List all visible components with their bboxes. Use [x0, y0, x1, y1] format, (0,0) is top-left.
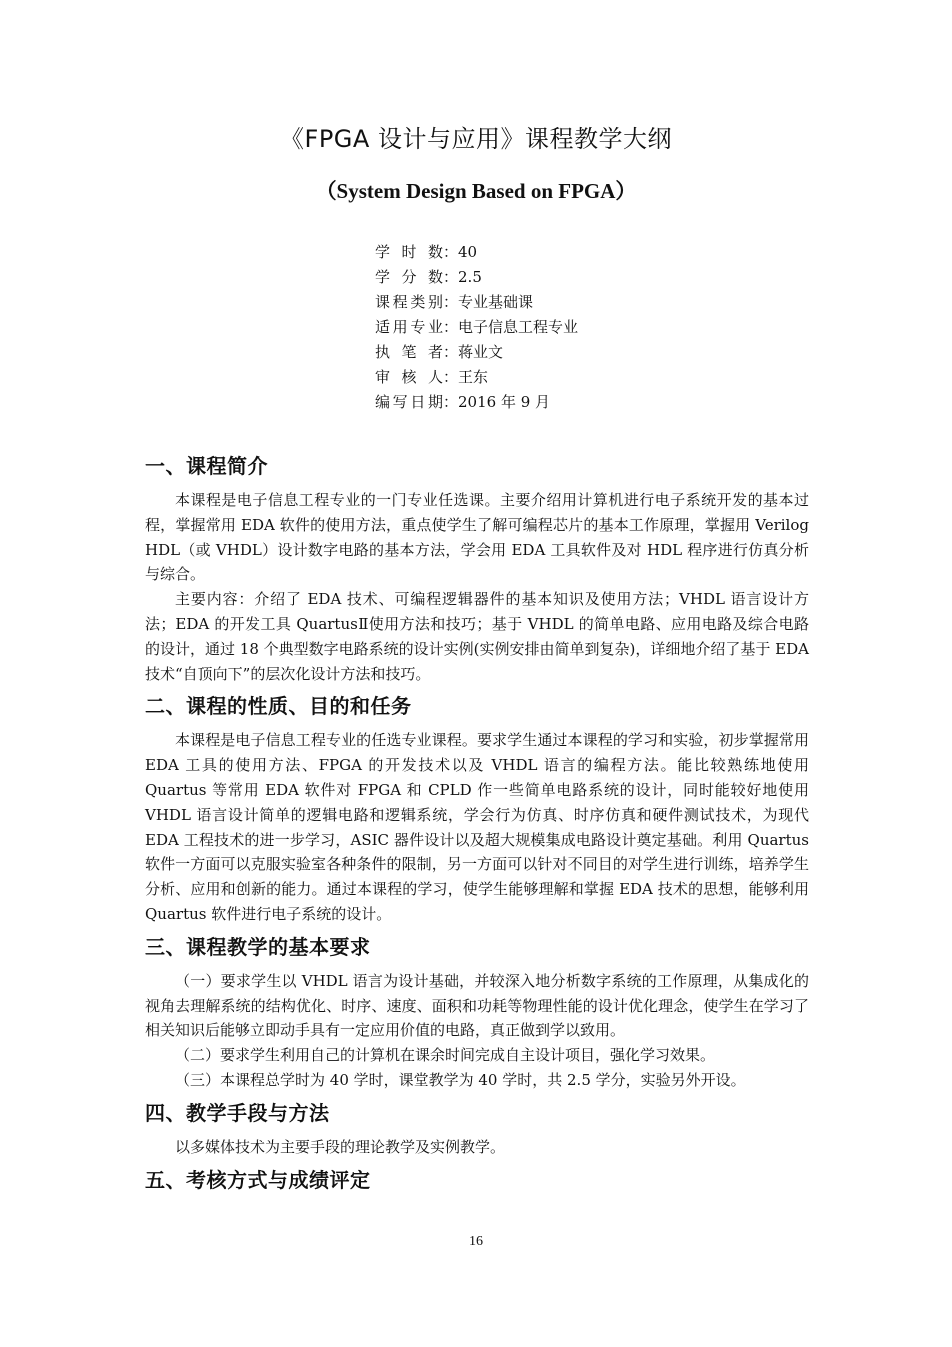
document-title: 《FPGA 设计与应用》课程教学大纲: [280, 125, 672, 153]
info-label: 审 核 人: [375, 368, 443, 386]
info-label: 课程类别: [375, 293, 443, 311]
section-heading: 二、课程的性质、目的和任务: [145, 694, 412, 719]
info-row-category: [375, 290, 735, 315]
info-row-credits: [375, 265, 735, 290]
document-subtitle: （System Design Based on FPGA）: [315, 179, 637, 203]
info-value: 2016 年 9 月: [458, 393, 551, 411]
section-heading: 三、课程教学的基本要求: [145, 934, 371, 959]
section-heading: 四、教学手段与方法: [145, 1100, 330, 1125]
section-paragraph: （二）要求学生利用自己的计算机在课余时间完成自主设计项目，强化学习效果。: [175, 1046, 716, 1065]
info-colon: ：: [443, 318, 459, 336]
info-colon: ：: [443, 368, 459, 386]
course-info-block: [375, 240, 735, 415]
info-colon: ：: [443, 243, 459, 261]
info-value: 专业基础课: [458, 293, 534, 311]
info-value: 蒋业文: [458, 343, 504, 361]
document-body: [145, 450, 809, 1202]
info-row-author: [375, 340, 735, 365]
section-paragraph: 主要内容：介绍了 EDA 技术、可编程逻辑器件的基本知识及使用方法；VHDL 语言设计方法；EDA 的开发工具 QuartusⅡ使用方法和技巧；基于 VHDL 的简单电路、应用电路及综合电路的设计，通过 18 个典型数字电路系统的设计实例(实例安排由简单到复杂)，详细地介绍了基于 EDA 技术“自顶向下”的层次化设计方法和技巧。: [145, 590, 809, 683]
section-course-nature: [145, 690, 809, 926]
section-paragraph: 本课程是电子信息工程专业的一门专业任选课。主要介绍用计算机进行电子系统开发的基本过程，掌握常用 EDA 软件的使用方法，重点使学生了解可编程芯片的基本工作原理，掌握用 Verilog HDL（或 VHDL）设计数字电路的基本方法，学会用 EDA 工具软件及对 HDL 程序进行仿真分析与综合。: [145, 491, 809, 584]
info-value: 40: [458, 243, 478, 261]
info-label: 学 分 数: [375, 268, 443, 286]
info-label: 学 时 数: [375, 243, 443, 261]
info-value: 王东: [458, 368, 489, 386]
info-value: 2.5: [458, 268, 482, 286]
info-colon: ：: [443, 268, 459, 286]
info-row-reviewer: [375, 365, 735, 390]
info-label: 编写日期: [375, 393, 443, 411]
section-heading: 五、考核方式与成绩评定: [145, 1167, 371, 1192]
info-row-date: [375, 390, 735, 415]
info-label: 执 笔 者: [375, 343, 443, 361]
info-colon: ：: [443, 343, 459, 361]
section-course-intro: [145, 450, 809, 686]
info-label: 适用专业: [375, 318, 443, 336]
info-colon: ：: [443, 293, 459, 311]
section-paragraph: （一）要求学生以 VHDL 语言为设计基础，并较深入地分析数字系统的工作原理，从集成化的视角去理解系统的结构优化、时序、速度、面积和功耗等物理性能的设计优化理念，使学生在学习了相关知识后能够立即动手具有一定应用价值的电路，真正做到学以致用。: [145, 971, 809, 1040]
section-paragraph: 本课程是电子信息工程专业的任选专业课程。要求学生通过本课程的学习和实验，初步掌握常用 EDA 工具的使用方法、FPGA 的开发技术以及 VHDL 语言的编程方法。能比较熟练地使用 Quartus 等常用 EDA 软件对 FPGA 和 CPLD 作一些简单电路系统的设计，同时能较好地使用 VHDL 语言设计简单的逻辑电路和逻辑系统，学会行为仿真、时序仿真和硬件测试技术，为现代 EDA 工程技术的进一步学习，ASIC 器件设计以及超大规模集成电路设计奠定基础。利用 Quartus 软件一方面可以克服实验室各种条件的限制，另一方面可以针对不同目的对学生进行训练，培养学生分析、应用和创新的能力。通过本课程的学习，使学生能够理解和掌握 EDA 技术的思想，能够利用 Quartus 软件进行电子系统的设计。: [145, 731, 809, 923]
page-number: 16: [469, 1234, 483, 1249]
info-row-hours: [375, 240, 735, 265]
section-basic-requirements: [145, 931, 809, 1093]
info-colon: ：: [443, 393, 459, 411]
section-assessment: [145, 1164, 809, 1196]
section-paragraph: （三）本课程总学时为 40 学时，课堂教学为 40 学时，共 2.5 学分，实验另外开设。: [175, 1070, 746, 1089]
info-row-major: [375, 315, 735, 340]
section-heading: 一、课程简介: [145, 454, 268, 478]
info-value: 电子信息工程专业: [458, 318, 579, 336]
section-teaching-methods: [145, 1097, 809, 1160]
section-paragraph: 以多媒体技术为主要手段的理论教学及实例教学。: [175, 1137, 506, 1156]
